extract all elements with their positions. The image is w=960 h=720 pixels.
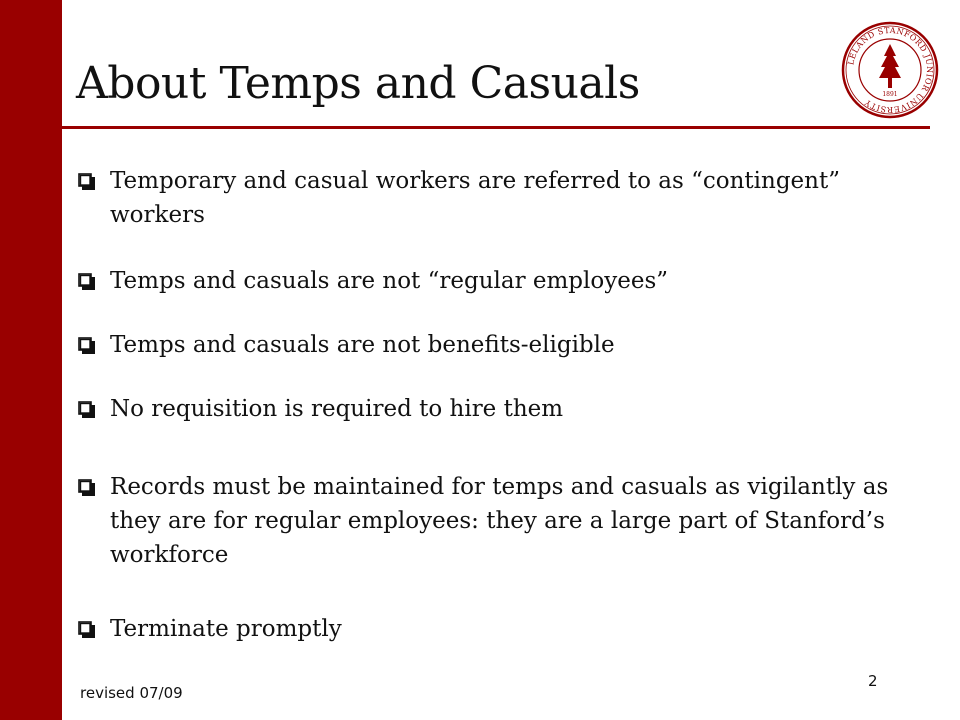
checkbox-square-icon xyxy=(78,337,96,355)
checkbox-square-icon xyxy=(78,173,96,191)
bullet-text: Temps and casuals are not “regular employees” xyxy=(110,268,669,294)
left-accent-bar xyxy=(0,0,62,720)
bullet-item xyxy=(76,264,896,298)
tree-icon xyxy=(879,44,901,88)
checkbox-square-icon xyxy=(78,401,96,419)
slide-title: About Temps and Casuals xyxy=(76,58,640,109)
bullet-item xyxy=(76,164,896,232)
bullet-text: Records must be maintained for temps and casuals as vigilantly as they are for regular employees: they are a large part of Stanford’s workforce xyxy=(110,474,889,568)
checkbox-square-icon xyxy=(78,273,96,291)
bullet-text: No requisition is required to hire them xyxy=(110,396,564,422)
bullet-text: Temporary and casual workers are referred to as “contingent” workers xyxy=(110,168,840,228)
bullet-item xyxy=(76,470,896,572)
page-number: 2 xyxy=(868,672,878,690)
bullet-item xyxy=(76,612,896,646)
footer-revised-date: revised 07/09 xyxy=(80,684,183,702)
checkbox-square-icon xyxy=(78,479,96,497)
bullet-text: Temps and casuals are not benefits-eligible xyxy=(110,332,615,358)
seal-year: 1891 xyxy=(882,91,898,98)
seal-ring-text: LELAND STANFORD JUNIOR UNIVERSITY xyxy=(846,25,935,115)
bullet-text: Terminate promptly xyxy=(110,616,342,642)
title-divider xyxy=(62,126,930,129)
bullet-item xyxy=(76,392,896,426)
university-seal-icon xyxy=(840,20,940,120)
checkbox-square-icon xyxy=(78,621,96,639)
bullet-item xyxy=(76,328,896,362)
